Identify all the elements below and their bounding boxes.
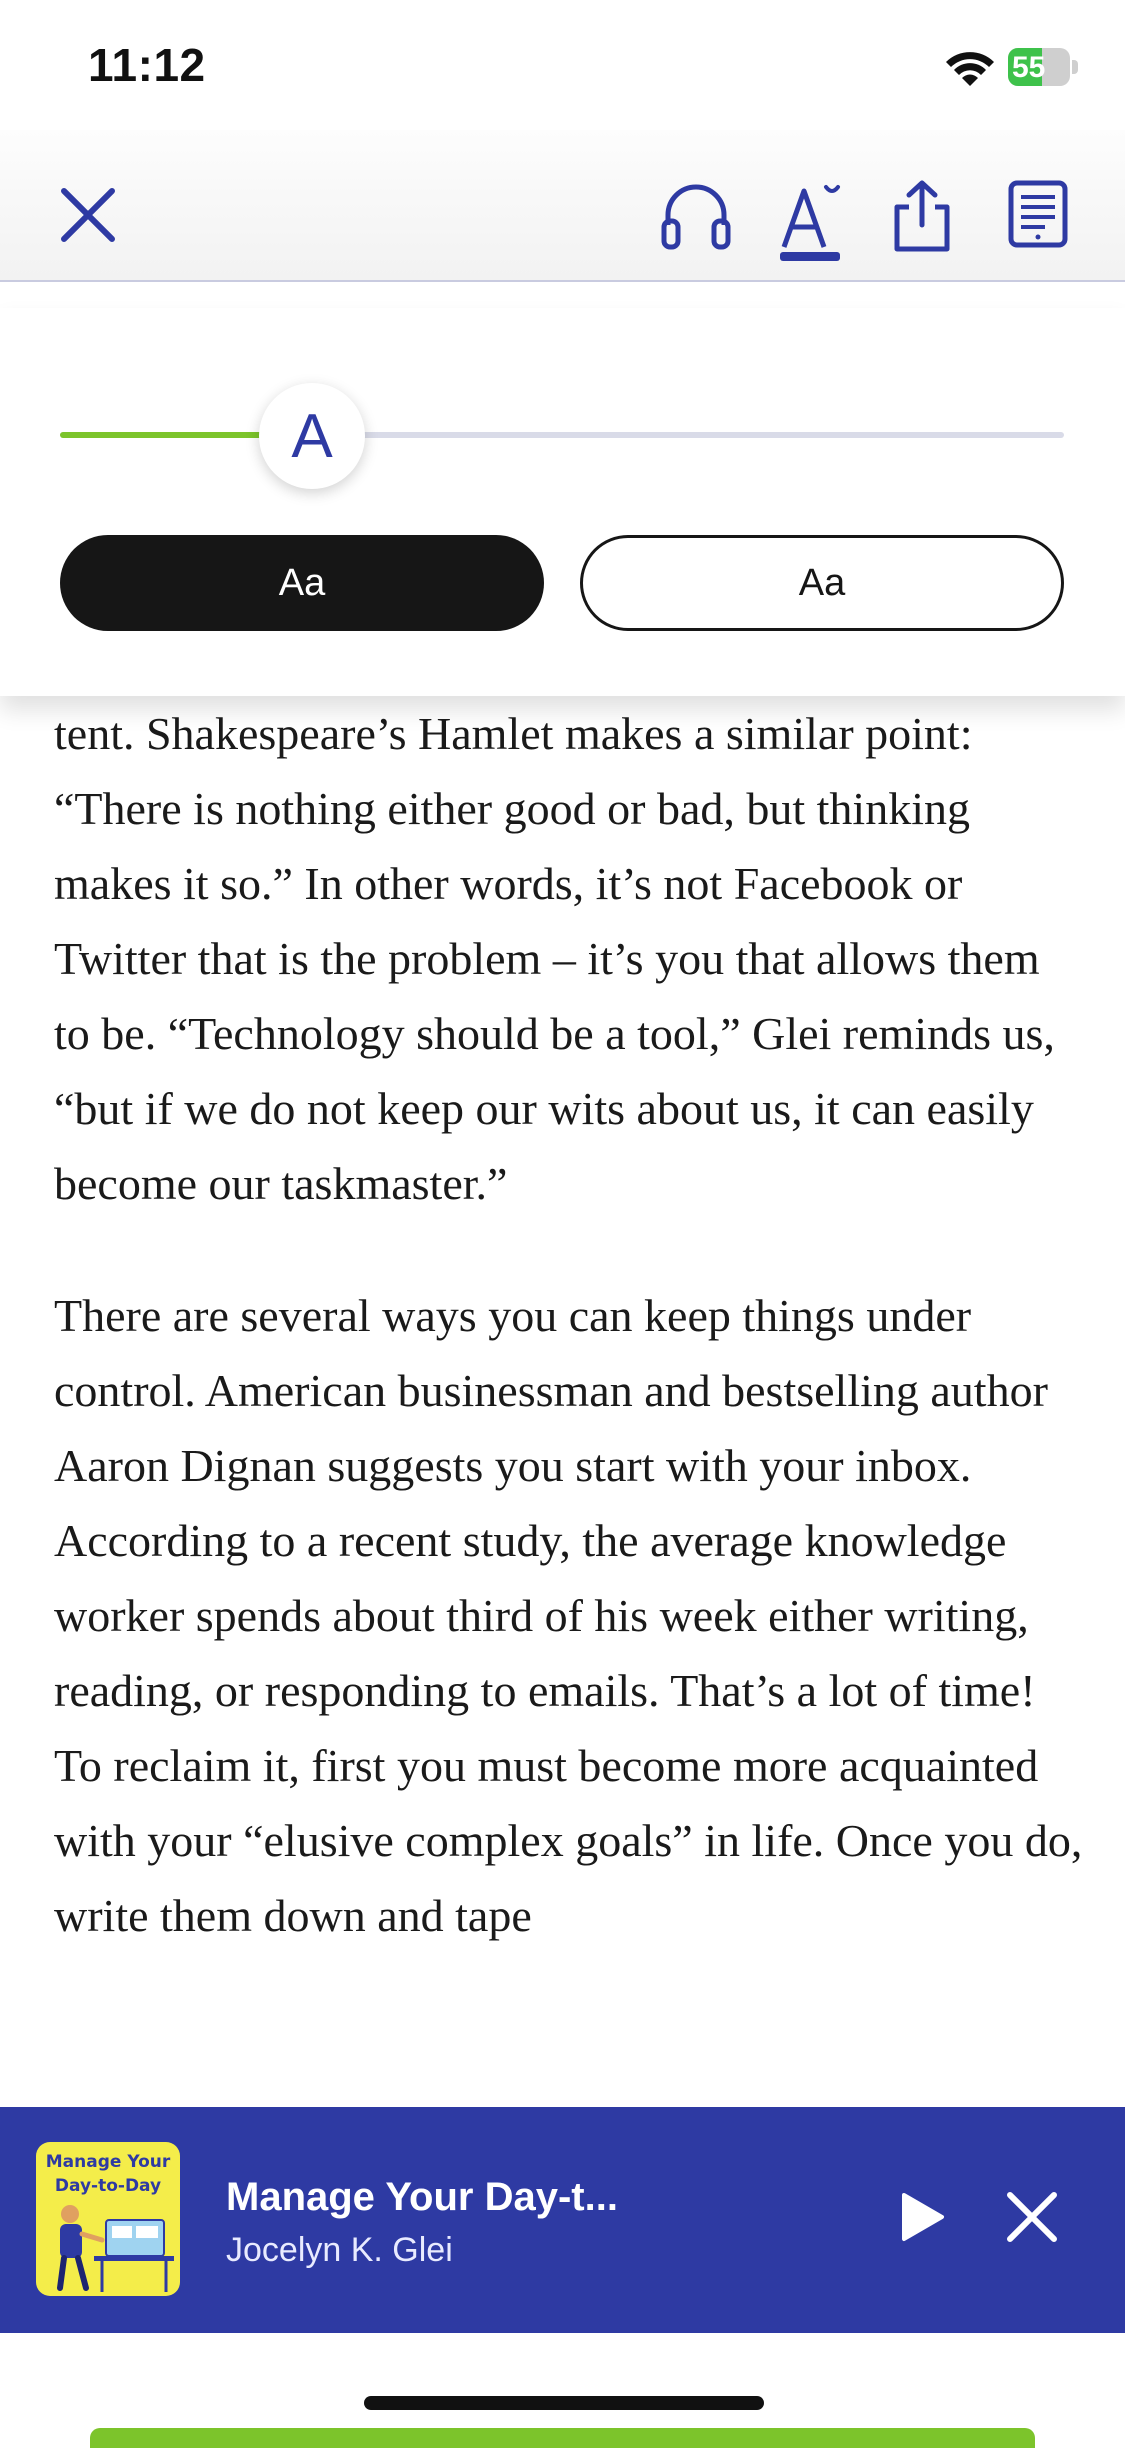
- reader-view-button[interactable]: [998, 175, 1078, 255]
- font-sans-label: Aa: [278, 561, 326, 604]
- status-bar: [0, 0, 1125, 130]
- share-button[interactable]: [882, 175, 962, 255]
- reader-toolbar: [0, 130, 1125, 282]
- play-icon: [890, 2187, 950, 2247]
- text-settings-panel: [0, 308, 1125, 696]
- cover-title-line1: Manage Your: [45, 2152, 171, 2172]
- text-size-icon: [772, 177, 848, 253]
- active-tab-indicator: [780, 252, 840, 261]
- home-indicator: [364, 2396, 764, 2410]
- font-serif-button[interactable]: [580, 535, 1064, 631]
- font-sans-button[interactable]: [60, 535, 544, 631]
- font-size-slider-thumb[interactable]: [259, 383, 365, 489]
- close-button[interactable]: [48, 175, 128, 255]
- headphones-icon: [658, 177, 734, 253]
- text-settings-button[interactable]: [770, 175, 850, 255]
- slider-thumb-glyph: A: [291, 401, 333, 471]
- font-serif-label: Aa: [798, 561, 846, 604]
- slider-fill: [60, 432, 281, 438]
- close-icon: [1004, 2189, 1060, 2245]
- close-icon: [56, 183, 120, 247]
- player-title: Manage Your Day-t...: [226, 2175, 618, 2219]
- cover-title-line2: Day-to-Day: [54, 2176, 162, 2196]
- battery-level: 55: [1012, 51, 1046, 84]
- status-time: 11:12: [88, 39, 206, 91]
- mini-player[interactable]: [0, 2107, 1125, 2333]
- reader-icon: [1005, 179, 1071, 251]
- audio-button[interactable]: [656, 175, 736, 255]
- player-author: Jocelyn K. Glei: [226, 2231, 453, 2269]
- play-button[interactable]: [890, 2187, 950, 2247]
- share-icon: [887, 177, 957, 253]
- reading-content: [54, 696, 1084, 2106]
- bottom-action-bar: [90, 2428, 1035, 2448]
- font-size-slider[interactable]: [60, 432, 1064, 438]
- cover-illustration: [36, 2142, 180, 2296]
- paragraph: There are several ways you can keep things under control. American businessman and bestselling author Aaron Dignan suggests you start with your inbox. According to a recent study, the average knowledge worker spends about third of his week either writing, reading, or responding to emails. That’s a lot of time! To reclaim it, first you must become more acquainted with your “elusive complex goals” in life. Once you do, write them down and tape: [54, 1290, 1083, 1941]
- wifi-icon: [944, 48, 996, 88]
- battery-icon: [1008, 48, 1078, 86]
- player-close-button[interactable]: [1004, 2189, 1060, 2245]
- paragraph: tent. Shakespeare’s Hamlet makes a similar point: “There is nothing either good or bad, but thinking makes it so.” In other words, it’s not Facebook or Twitter that is the problem – it’s you that allows them to be. “Technology should be a tool,” Glei reminds us, “but if we do not keep our wits about us, it can easily become our taskmaster.”: [54, 708, 1055, 1209]
- book-cover[interactable]: [36, 2142, 180, 2296]
